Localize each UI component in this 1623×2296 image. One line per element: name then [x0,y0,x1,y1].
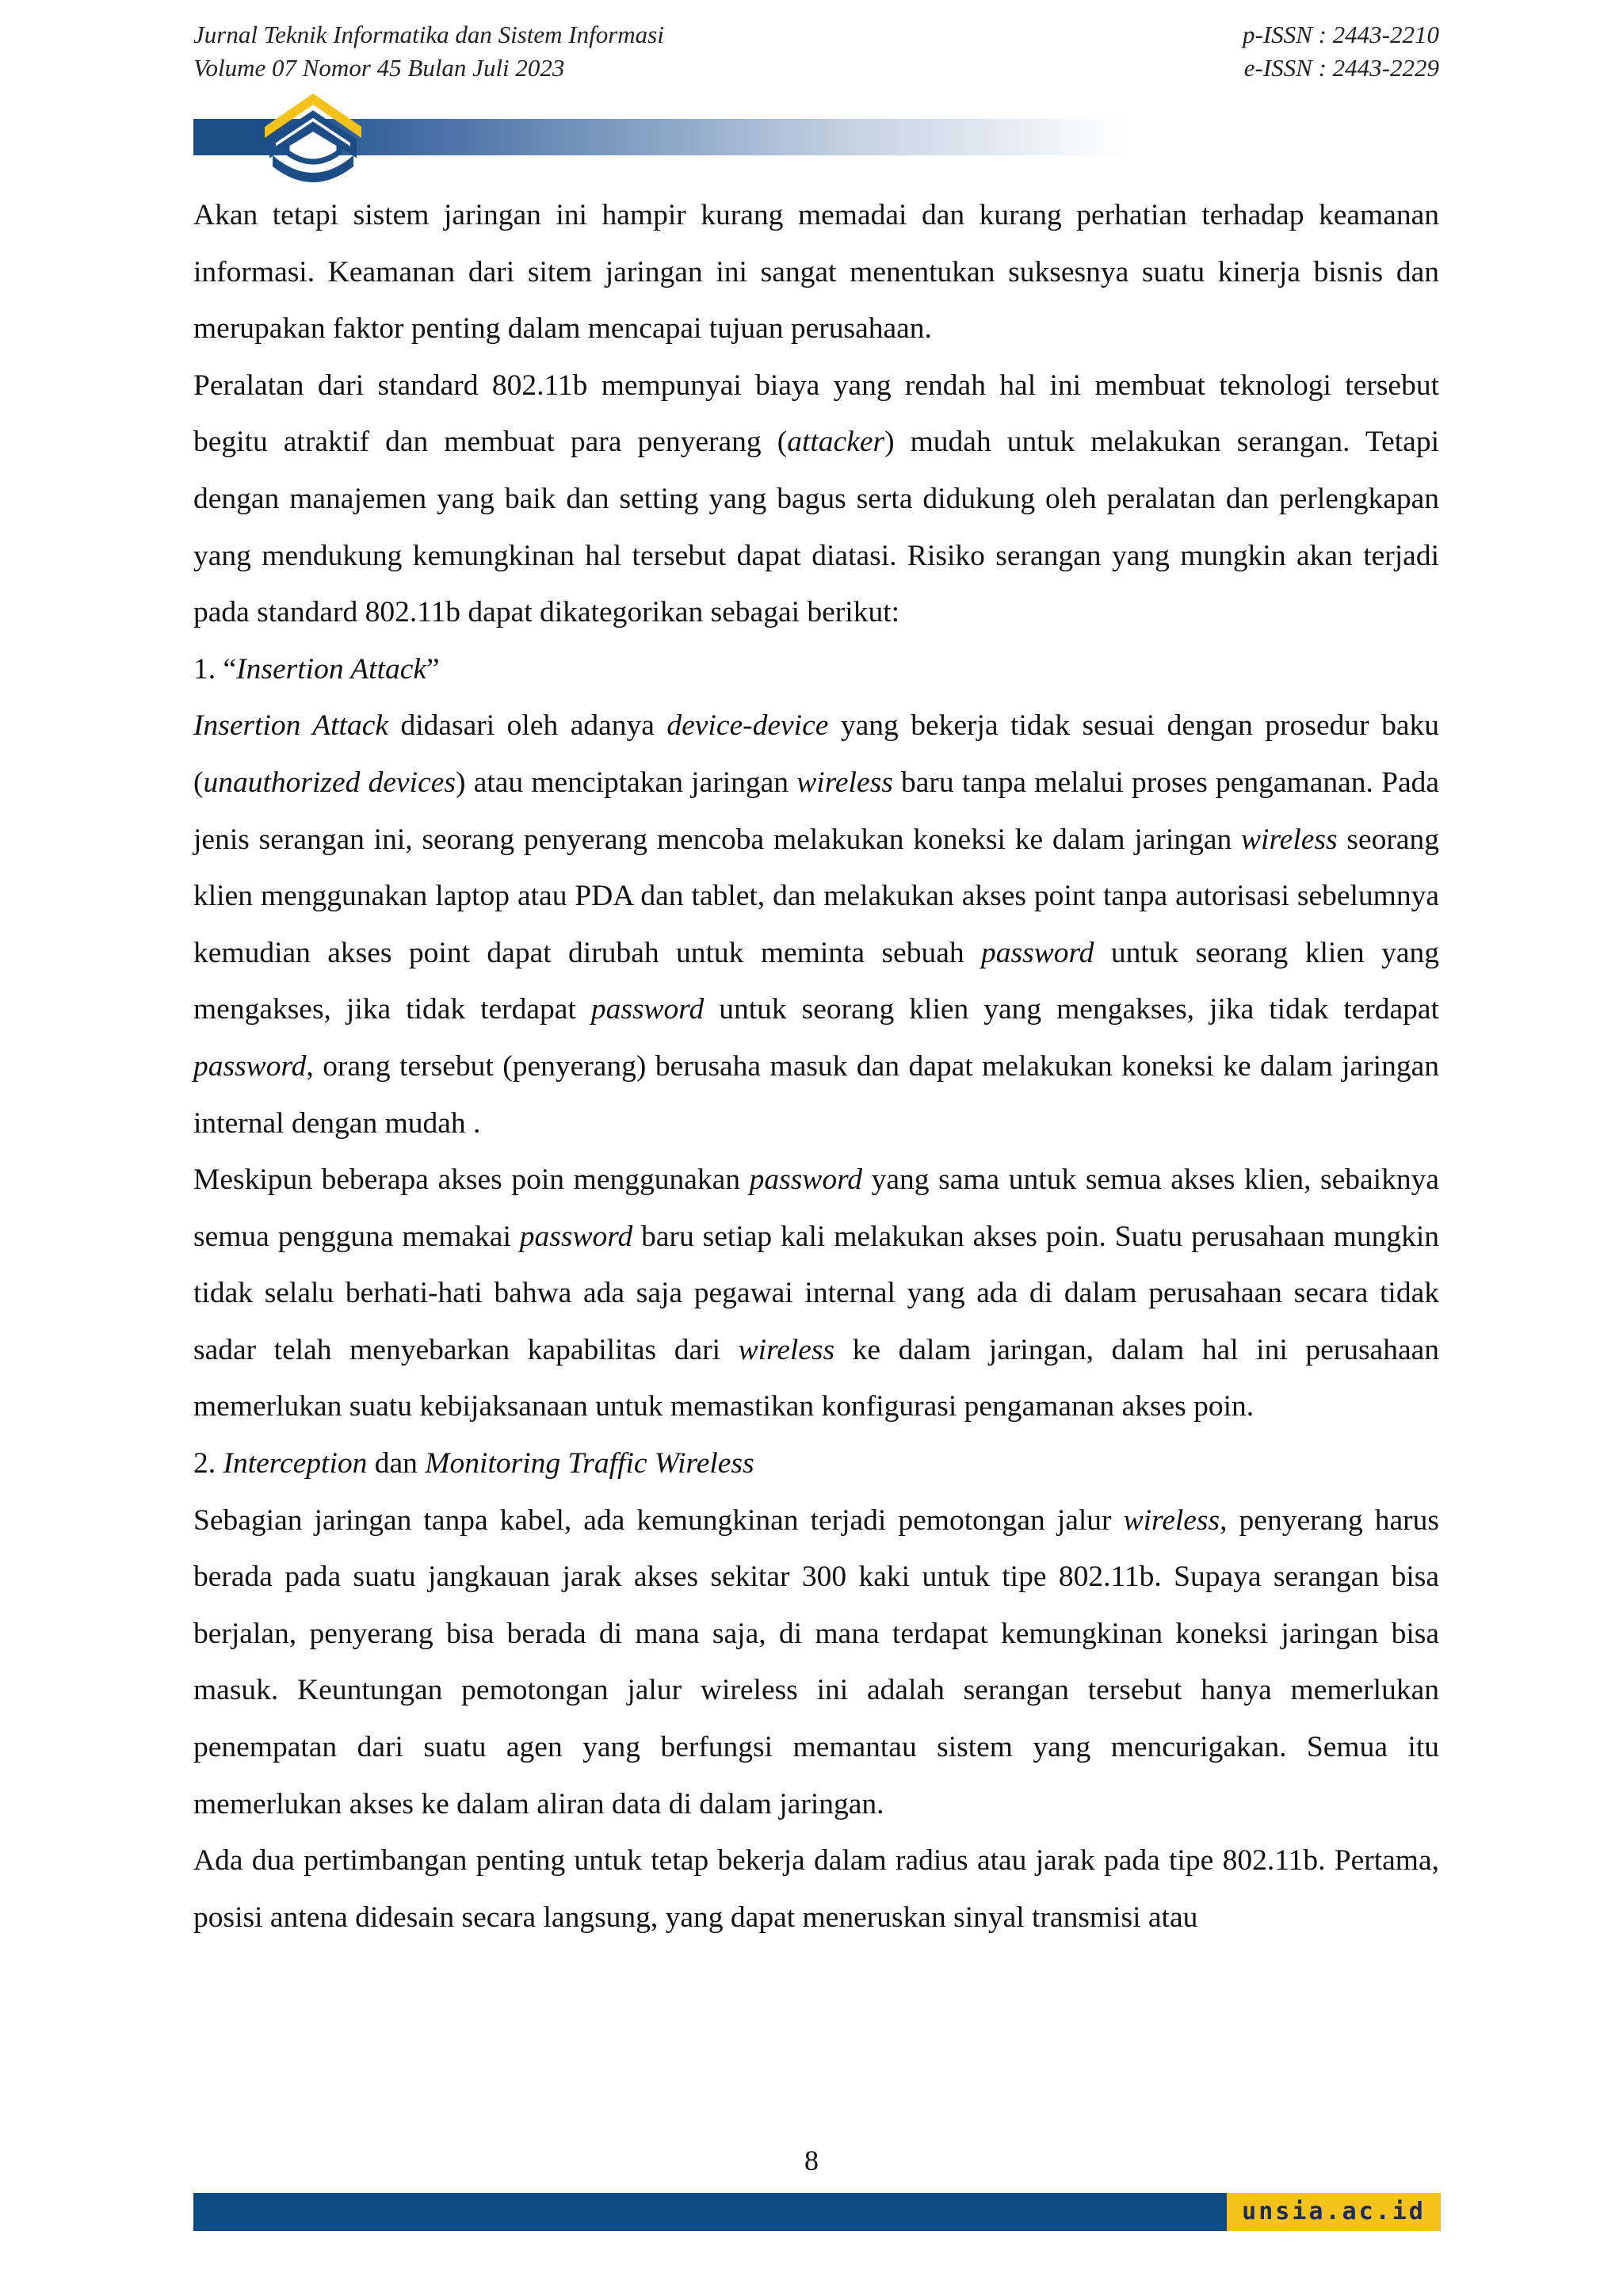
journal-title: Jurnal Teknik Informatika dan Sistem Informasi [193,21,664,48]
article-body [193,187,1439,1946]
journal-volume: Volume 07 Nomor 45 Bulan Juli 2023 [193,54,565,82]
paragraph-2: Peralatan dari standard 802.11b mempunyai biaya yang rendah hal ini membuat teknologi tersebut begitu atraktif dan membuat para penyerang (attacker) mudah untuk melakukan serangan. Tetapi dengan manajemen yang baik dan setting yang bagus serta didukung oleh peralatan dan perlengkapan yang mendukung kemungkinan hal tersebut dapat diatasi. Risiko serangan yang mungkin akan terjadi pada standard 802.11b dapat dikategorikan sebagai berikut: [193,369,1439,629]
paragraph-3: Insertion Attack didasari oleh adanya device-device yang bekerja tidak sesuai dengan prosedur baku (unauthorized devices) atau menciptakan jaringan wireless baru tanpa melalui proses pengamanan. Pada jenis serangan ini, seorang penyerang mencoba melakukan koneksi ke dalam jaringan wireless seorang klien menggunakan laptop atau PDA dan tablet, dan melakukan akses point tanpa autorisasi sebelumnya kemudian akses point dapat dirubah untuk meminta sebuah password untuk seorang klien yang mengakses, jika tidak terdapat password untuk seorang klien yang mengakses, jika tidak terdapat password, orang tersebut (penyerang) berusaha masuk dan dapat melakukan koneksi ke dalam jaringan internal dengan mudah . [193,709,1440,1140]
footer-bar [193,2193,1441,2231]
paragraph-6: Ada dua pertimbangan penting untuk tetap bekerja dalam radius atau jarak pada tipe 802.11b. Pertama, posisi antena didesain secara langsung, yang dapat meneruskan sinyal transmisi atau [193,1844,1439,1934]
e-issn: e-ISSN : 2443-2229 [1243,54,1439,82]
paragraph-1: Akan tetapi sistem jaringan ini hampir kurang memadai dan kurang perhatian terhadap keamanan informasi. Keamanan dari sitem jaringan ini sangat menentukan suksesnya suatu kinerja bisnis dan merupakan faktor penting dalam mencapai tujuan perusahaan. [193,199,1439,346]
footer-brand-link[interactable]: unsia.ac.id [1227,2193,1441,2231]
p-issn: p-ISSN : 2443-2210 [1243,21,1439,48]
paragraph-4: Meskipun beberapa akses poin menggunakan password yang sama untuk semua akses klien, sebaiknya semua pengguna memakai password baru setiap kali melakukan akses poin. Suatu perusahaan mungkin tidak selalu berhati-hati bahwa ada saja pegawai internal yang ada di dalam perusahaan secara tidak sadar telah menyebarkan kapabilitas dari wireless ke dalam jaringan, dalam hal ini perusahaan memerlukan suatu kebijaksanaan untuk memastikan konfigurasi pengamanan akses poin. [193,1163,1440,1423]
page-number: 8 [804,2145,819,2176]
journal-logo-icon [260,89,366,187]
list-item-insertion-attack: 1. “Insertion Attack” [193,652,440,686]
paragraph-5: Sebagian jaringan tanpa kabel, ada kemungkinan terjadi pemotongan jalur wireless, penyerang harus berada pada suatu jangkauan jarak akses sekitar 300 kaki untuk tipe 802.11b. Supaya serangan bisa berjalan, penyerang bisa berada di mana saja, di mana terdapat kemungkinan koneksi jaringan bisa masuk. Keuntungan pemotongan jalur wireless ini adalah serangan tersebut hanya memerlukan penempatan dari suatu agen yang berfungsi memantau sistem yang mencurigakan. Semua itu memerlukan akses ke dalam aliran data di dalam jaringan. [193,1503,1439,1820]
list-item-interception: 2. Interception dan Monitoring Traffic Wireless [193,1447,754,1480]
